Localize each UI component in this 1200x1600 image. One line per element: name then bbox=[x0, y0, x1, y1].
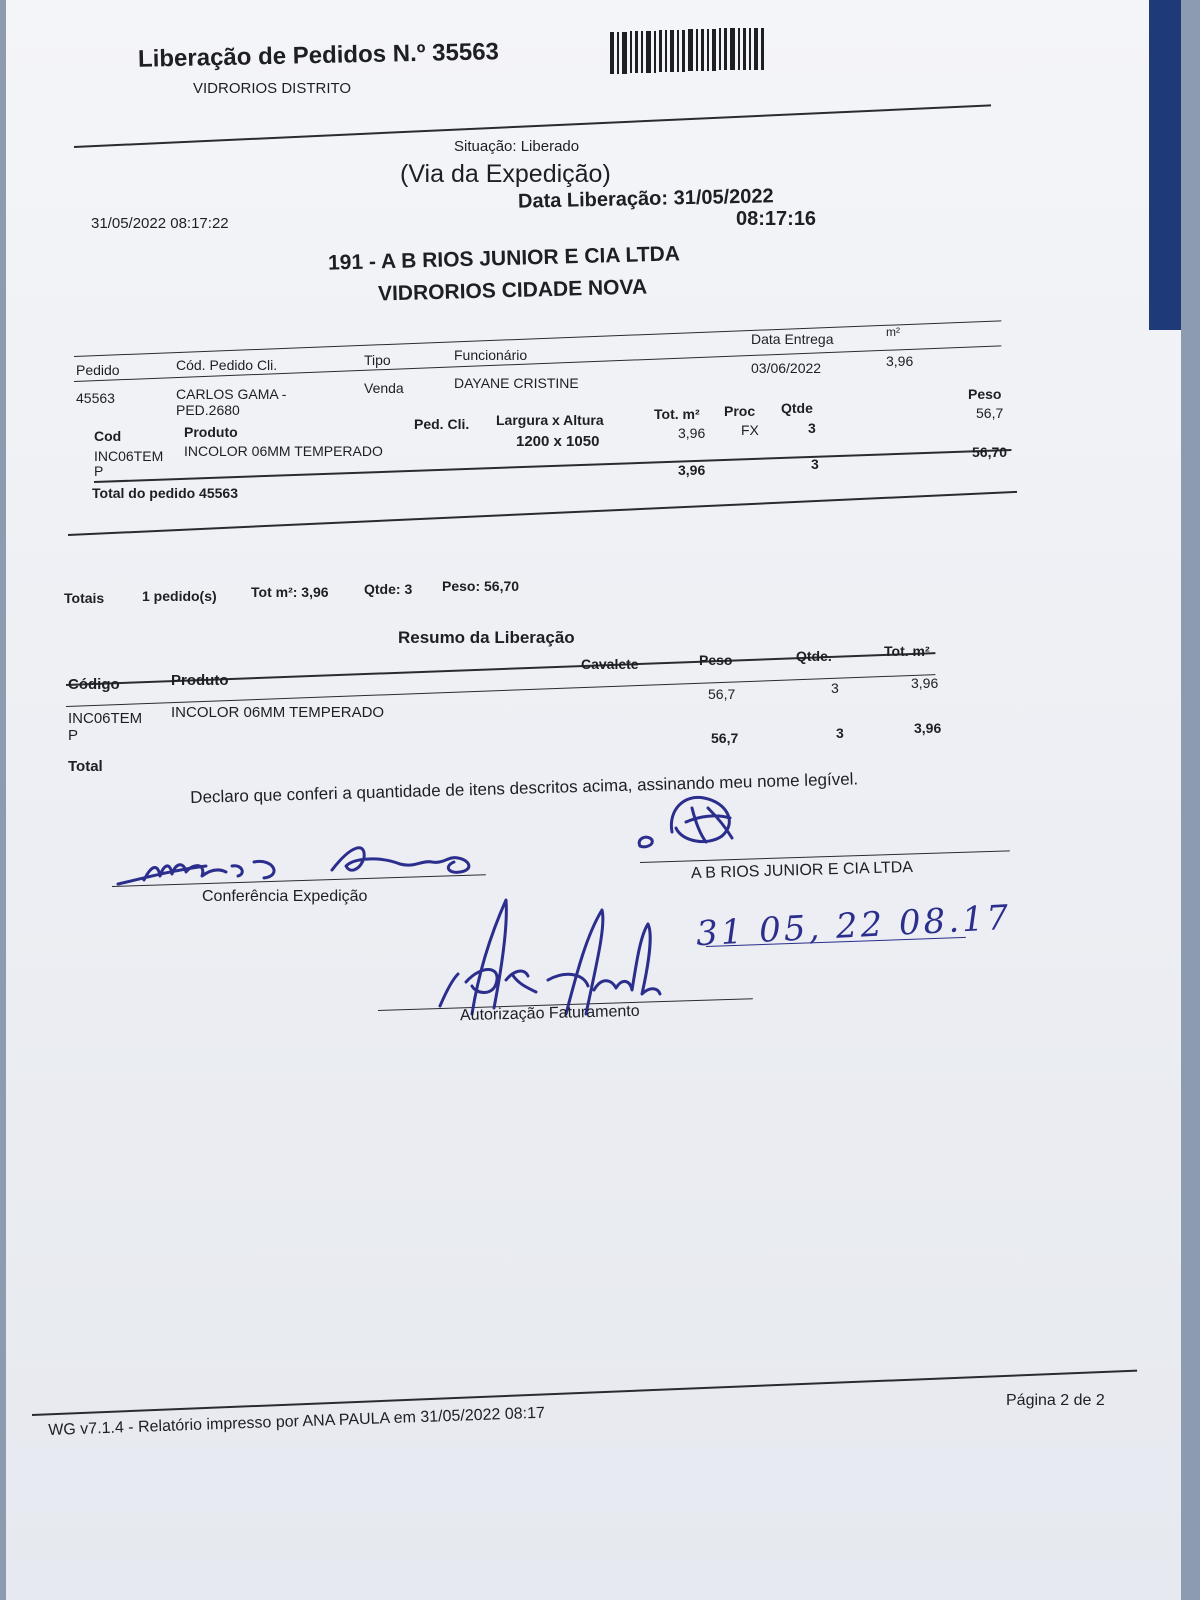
summary-code-line1: INC06TEM bbox=[68, 710, 143, 727]
item-header-qtde: Qtde bbox=[781, 400, 813, 416]
item-tot-m2: 3,96 bbox=[678, 425, 706, 441]
item-header-proc: Proc bbox=[724, 403, 756, 419]
order-m2: 3,96 bbox=[886, 353, 914, 369]
order-client-code-line1: CARLOS GAMA - bbox=[176, 386, 287, 402]
order-number: 45563 bbox=[76, 390, 115, 406]
item-proc: FX bbox=[741, 422, 759, 438]
summary-total-m2: 3,96 bbox=[914, 720, 942, 736]
printed-timestamp: 31/05/2022 08:17:22 bbox=[91, 215, 229, 232]
background-edge bbox=[1149, 0, 1181, 330]
col-header-data-entrega: Data Entrega bbox=[751, 331, 834, 347]
item-header-produto: Produto bbox=[184, 424, 238, 440]
totals-peso: Peso: 56,70 bbox=[442, 578, 520, 594]
col-header-pedido: Pedido bbox=[76, 362, 120, 378]
document-page bbox=[6, 0, 1181, 1600]
order-delivery-date: 03/06/2022 bbox=[751, 360, 822, 376]
col-header-tipo: Tipo bbox=[364, 352, 391, 368]
totals-m2: Tot m²: 3,96 bbox=[251, 584, 329, 600]
order-employee: DAYANE CRISTINE bbox=[454, 375, 579, 391]
client-name: 191 - A B RIOS JUNIOR E CIA LTDA bbox=[327, 242, 681, 275]
order-client-code-line2: PED.2680 bbox=[176, 402, 240, 418]
item-header-dimensions: Largura x Altura bbox=[496, 412, 604, 428]
col-header-cod-pedido-cli: Cód. Pedido Cli. bbox=[176, 357, 278, 373]
totals-orders: 1 pedido(s) bbox=[142, 588, 217, 604]
totals-qtde: Qtde: 3 bbox=[364, 581, 413, 597]
barcode bbox=[610, 28, 770, 76]
document-title: Liberação de Pedidos N.º 35563 bbox=[137, 38, 500, 73]
handwritten-date: 31 05, 22 08.17 bbox=[695, 897, 1013, 955]
order-total-label: Total do pedido 45563 bbox=[92, 485, 238, 501]
item-dimensions: 1200 x 1050 bbox=[516, 433, 600, 450]
summary-header-peso: Peso bbox=[699, 652, 733, 668]
item-product: INCOLOR 06MM TEMPERADO bbox=[184, 443, 383, 459]
order-peso-label: Peso bbox=[968, 386, 1002, 402]
summary-code-line2: P bbox=[68, 727, 79, 744]
summary-product: INCOLOR 06MM TEMPERADO bbox=[171, 704, 385, 721]
col-header-funcionario: Funcionário bbox=[454, 347, 528, 363]
item-header-ped-cli: Ped. Cli. bbox=[414, 416, 470, 432]
order-type: Venda bbox=[364, 380, 404, 396]
summary-header-tot-m2: Tot. m² bbox=[884, 643, 930, 659]
summary-qtde: 3 bbox=[831, 680, 839, 696]
summary-header-codigo: Código bbox=[68, 676, 120, 693]
signature-label-conferencia: Conferência Expedição bbox=[202, 888, 368, 905]
summary-header-cavalete: Cavalete bbox=[581, 656, 639, 672]
summary-total-peso: 56,7 bbox=[711, 730, 739, 746]
signature-label-faturamento: Autorização Faturamento bbox=[459, 1002, 640, 1025]
subtotal-m2: 3,96 bbox=[678, 462, 706, 478]
item-qtde: 3 bbox=[808, 420, 816, 436]
subtotal-peso: 56,70 bbox=[972, 444, 1008, 460]
summary-title: Resumo da Liberação bbox=[398, 628, 575, 647]
footer-printed-by: WG v7.1.4 - Relatório impresso por ANA PAULA em 31/05/2022 08:17 bbox=[48, 1404, 546, 1439]
summary-total-label: Total bbox=[68, 758, 103, 775]
client-store: VIDRORIOS CIDADE NOVA bbox=[377, 275, 648, 306]
status-text: Situação: Liberado bbox=[454, 138, 580, 155]
totals-label: Totais bbox=[64, 590, 105, 606]
release-time: 08:17:16 bbox=[736, 208, 817, 230]
summary-peso: 56,7 bbox=[708, 686, 736, 702]
item-header-tot-m2: Tot. m² bbox=[654, 406, 700, 422]
summary-tot-m2: 3,96 bbox=[911, 675, 939, 691]
col-header-m2: m² bbox=[886, 325, 900, 339]
subtotal-qtde: 3 bbox=[811, 456, 819, 472]
signature-client bbox=[634, 788, 784, 868]
summary-header-qtde: Qtde. bbox=[796, 648, 832, 664]
item-header-cod: Cod bbox=[94, 428, 122, 444]
via-label: (Via da Expedição) bbox=[400, 160, 611, 188]
summary-header-produto: Produto bbox=[171, 672, 229, 689]
summary-total-qtde: 3 bbox=[836, 725, 844, 741]
signature-label-client: A B RIOS JUNIOR E CIA LTDA bbox=[690, 858, 914, 883]
declaration-text: Declaro que conferi a quantidade de itens descritos acima, assinando meu nome legível. bbox=[190, 769, 859, 807]
order-peso: 56,7 bbox=[976, 405, 1004, 421]
page-number: Página 2 de 2 bbox=[1006, 1392, 1105, 1409]
company-name: VIDRORIOS DISTRITO bbox=[193, 80, 352, 97]
item-code-line1: INC06TEM bbox=[94, 448, 164, 464]
item-code-line2: P bbox=[94, 463, 104, 479]
release-date: Data Liberação: 31/05/2022 bbox=[517, 185, 774, 213]
footer-divider bbox=[32, 1370, 1137, 1416]
